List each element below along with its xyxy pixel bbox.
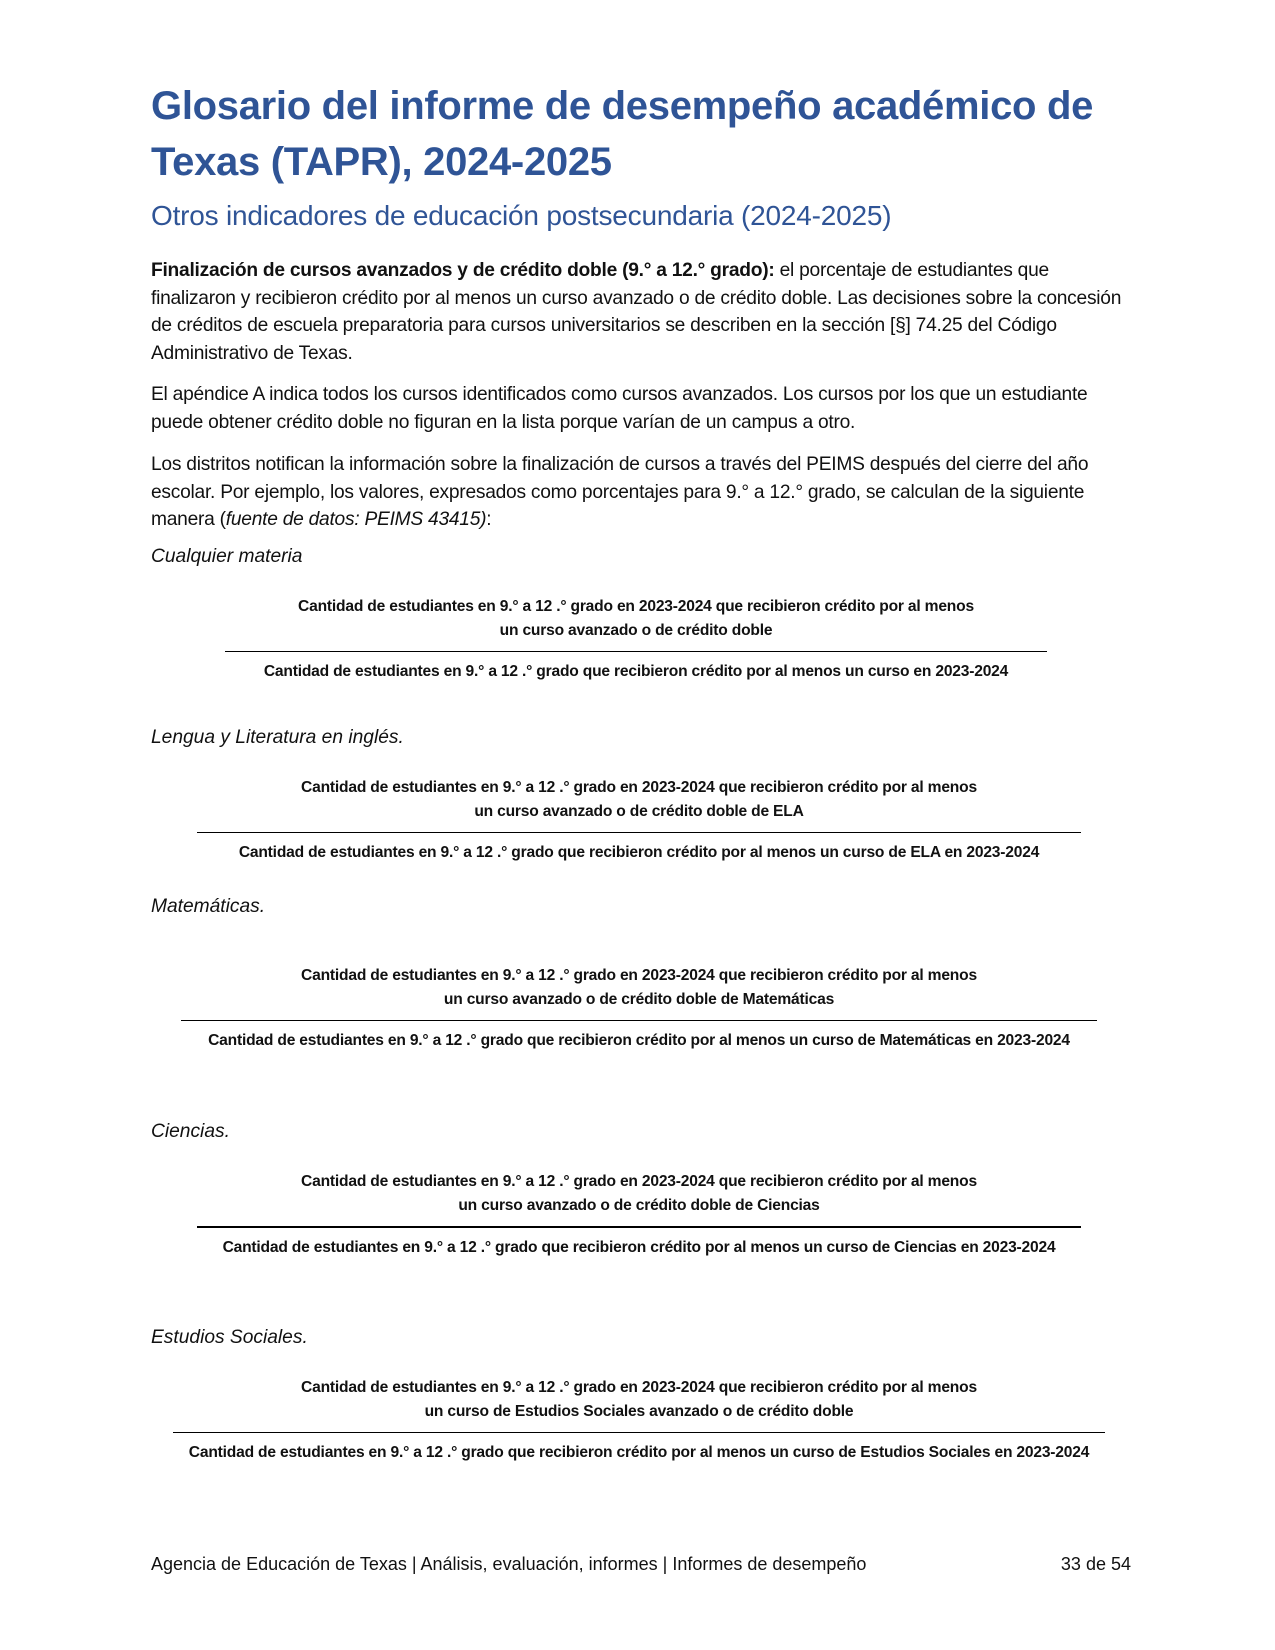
- formula-denominator: Cantidad de estudiantes en 9.° a 12 .° grado que recibieron crédito por al menos un curso de ELA en 2023-2024: [238, 844, 1040, 861]
- formula-denominator: Cantidad de estudiantes en 9.° a 12 .° grado que recibieron crédito por al menos un curso en 2023-2024: [263, 663, 1009, 680]
- page-number: 33 de 54: [1060, 1554, 1131, 1574]
- formula-numerator: [225, 595, 1047, 651]
- data-source: fuente de datos: PEIMS 43415): [225, 509, 487, 530]
- page-title: Glosario del informe de desempeño académico de Texas (TAPR), 2024-2025: [151, 84, 1094, 184]
- formula-denominator: Cantidad de estudiantes en 9.° a 12 .° grado que recibieron crédito por al menos un curso de Ciencias en 2023-2024: [222, 1239, 1056, 1256]
- numerator-line: Cantidad de estudiantes en 9.° a 12 .° grado en 2023-2024 que recibieron crédito por al menos: [301, 1379, 977, 1396]
- calculation-text: Los distritos notifican la información sobre la finalización de cursos a través del PEIMS después del cierre del año escolar. Por ejemplo, los valores, expresados como porcentajes para 9.° a 12.° grado, se calculan de la siguiente manera (: [151, 454, 1089, 530]
- footer-agency: Agencia de Educación de Texas | Análisis, evaluación, informes | Informes de desempeño: [151, 1554, 867, 1574]
- formula-fraction: [181, 964, 1097, 1053]
- numerator-line: un curso avanzado o de crédito doble de Matemáticas: [443, 991, 835, 1008]
- formula-label: Cualquier materia: [151, 546, 303, 567]
- appendix-paragraph: El apéndice A indica todos los cursos identificados como cursos avanzados. Los cursos por los que un estudiante puede obtener crédito doble no figuran en la lista porque varían de un campus a otro.: [151, 384, 1088, 433]
- definition-term: Finalización de cursos avanzados y de crédito doble (9.° a 12.° grado):: [151, 260, 775, 281]
- numerator-line: un curso avanzado o de crédito doble de ELA: [474, 803, 804, 820]
- calculation-paragraph: [151, 451, 1131, 534]
- numerator-line: Cantidad de estudiantes en 9.° a 12 .° grado en 2023-2024 que recibieron crédito por al menos: [301, 967, 977, 984]
- formula-fraction: [197, 1170, 1081, 1260]
- formula-numerator: [197, 776, 1081, 832]
- formula-label: Ciencias.: [151, 1121, 230, 1142]
- formula-label: Estudios Sociales.: [151, 1327, 308, 1348]
- formula-denominator: Cantidad de estudiantes en 9.° a 12 .° grado que recibieron crédito por al menos un curso de Matemáticas en 2023-2024: [208, 1032, 1070, 1049]
- formula-numerator: [197, 1170, 1081, 1226]
- formula-denominator: Cantidad de estudiantes en 9.° a 12 .° grado que recibieron crédito por al menos un curso de Estudios Sociales en 2023-2024: [188, 1444, 1090, 1461]
- numerator-line: un curso avanzado o de crédito doble: [499, 622, 773, 639]
- definition-paragraph: [151, 257, 1131, 367]
- formula-numerator: [181, 964, 1097, 1020]
- formula-label: Lengua y Literatura en inglés.: [151, 727, 404, 748]
- section-heading: Otros indicadores de educación postsecundaria (2024-2025): [151, 200, 892, 231]
- definition-text: el porcentaje de estudiantes que finalizaron y recibieron crédito por al menos un curso avanzado o de crédito doble. Las decisiones sobre la concesión de créditos de escuela preparatoria para cursos universitarios se describen en la sección [§] 74.25 del Código Administrativo de Texas.: [151, 260, 1122, 364]
- formula-numerator: [173, 1376, 1105, 1432]
- numerator-line: un curso de Estudios Sociales avanzado o de crédito doble: [424, 1403, 854, 1420]
- numerator-line: un curso avanzado o de crédito doble de Ciencias: [458, 1197, 820, 1214]
- formula-fraction: [197, 776, 1081, 865]
- formula-label: Matemáticas.: [151, 896, 266, 917]
- numerator-line: Cantidad de estudiantes en 9.° a 12 .° grado en 2023-2024 que recibieron crédito por al menos: [298, 598, 974, 615]
- numerator-line: Cantidad de estudiantes en 9.° a 12 .° grado en 2023-2024 que recibieron crédito por al menos: [301, 1173, 977, 1190]
- formula-fraction: [225, 595, 1047, 684]
- formula-fraction: [173, 1376, 1105, 1465]
- numerator-line: Cantidad de estudiantes en 9.° a 12 .° grado en 2023-2024 que recibieron crédito por al menos: [301, 779, 977, 796]
- punctuation: :: [486, 509, 492, 530]
